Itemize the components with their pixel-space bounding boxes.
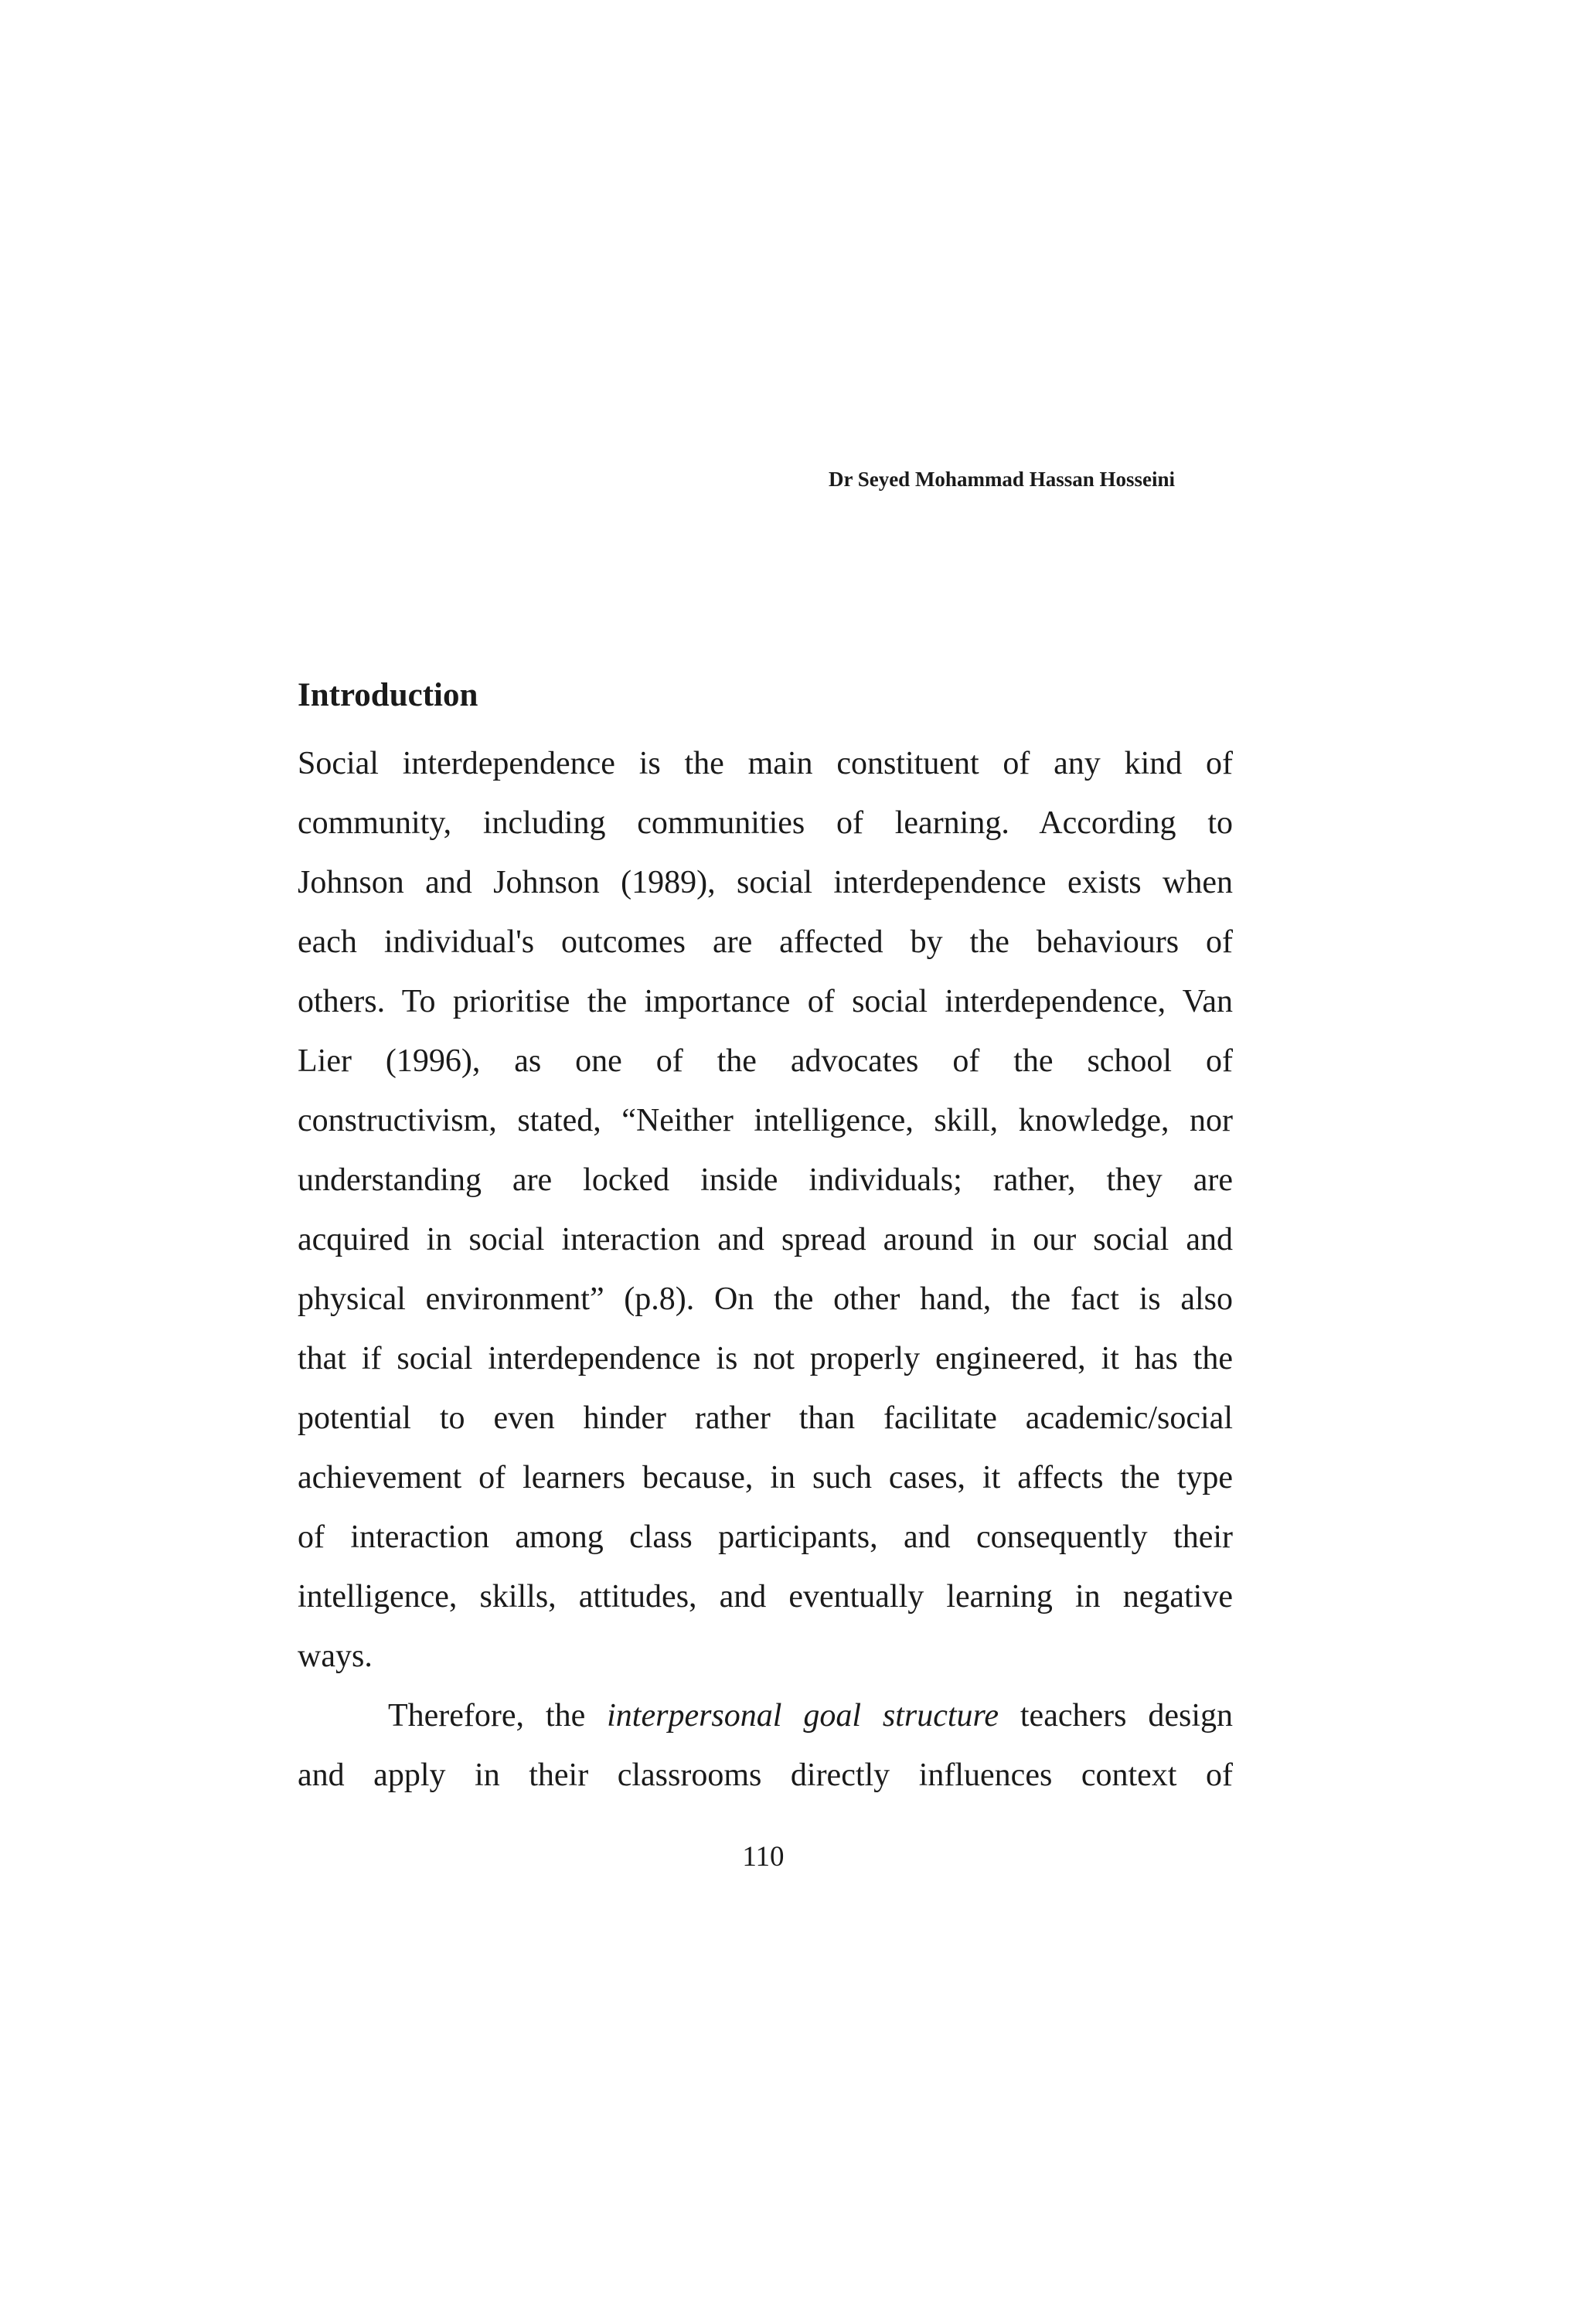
text-line: Social interdependence is the main constituent of any kind of	[298, 746, 1233, 781]
text-line	[298, 1686, 1233, 1746]
text-line: that if social interdependence is not properly engineered, it has the	[298, 1341, 1233, 1376]
text-line: acquired in social interaction and spread around in our social and	[298, 1222, 1233, 1257]
text-line: Johnson and Johnson (1989), social interdependence exists when	[298, 865, 1233, 900]
text-line: community, including communities of learning. According to	[298, 805, 1233, 841]
text-line: of interaction among class participants, and consequently their	[298, 1519, 1233, 1555]
page-number: 110	[742, 1841, 785, 1873]
section-heading: Introduction	[298, 677, 478, 713]
text-line: Lier (1996), as one of the advocates of the school of	[298, 1043, 1233, 1079]
text-line: constructivism, stated, “Neither intelligence, skill, knowledge, nor	[298, 1103, 1233, 1138]
text-line: and apply in their classrooms directly influences context of	[298, 1757, 1233, 1793]
text-line: intelligence, skills, attitudes, and eventually learning in negative	[298, 1579, 1233, 1615]
body-text	[298, 734, 1233, 1805]
text-line: physical environment” (p.8). On the other hand, the fact is also	[298, 1281, 1233, 1317]
text-line: achievement of learners because, in such cases, it affects the type	[298, 1460, 1233, 1495]
paragraph-2	[298, 1686, 1233, 1805]
italic-term: interpersonal goal structure	[607, 1698, 999, 1734]
text-line: understanding are locked inside individuals; rather, they are	[298, 1162, 1233, 1198]
text-line: ways.	[298, 1638, 373, 1674]
text-line: potential to even hinder rather than facilitate academic/social	[298, 1400, 1233, 1436]
text-line: others. To prioritise the importance of social interdependence, Van	[298, 984, 1233, 1019]
text-run: Therefore, the	[388, 1698, 608, 1734]
text-run: teachers design	[999, 1698, 1233, 1734]
text-line: each individual's outcomes are affected by the behaviours of	[298, 924, 1233, 960]
running-header: Dr Seyed Mohammad Hassan Hosseini	[828, 468, 1175, 491]
paragraph-1	[298, 734, 1233, 1686]
